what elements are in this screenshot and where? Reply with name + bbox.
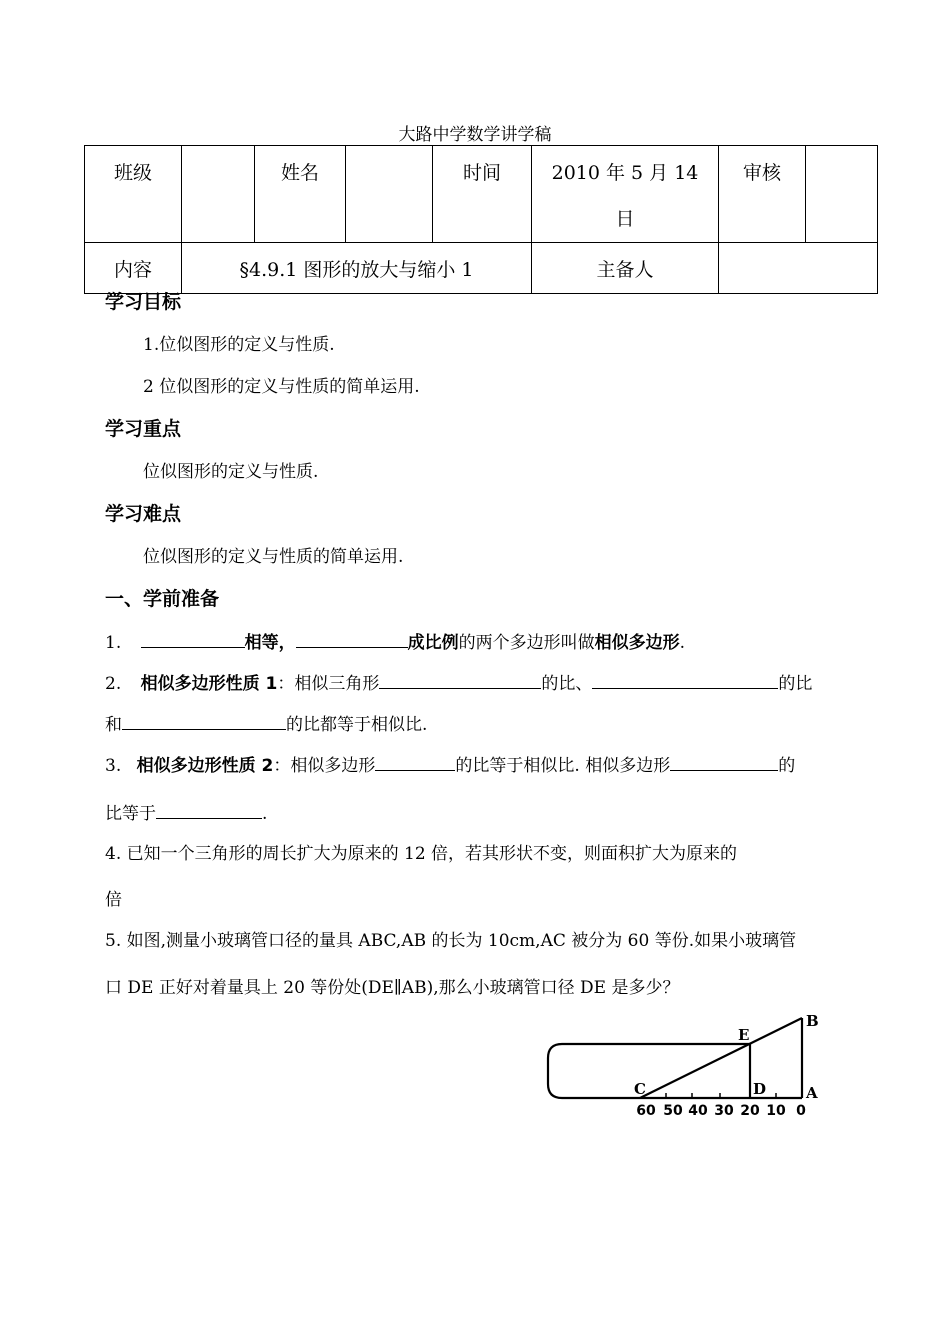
question-3-line-1 <box>105 751 845 776</box>
review-value <box>806 146 878 243</box>
q2-number: 2. <box>105 674 122 694</box>
class-label: 班级 <box>85 146 182 243</box>
q3-text-5: . <box>262 804 268 824</box>
q3-blank-2[interactable] <box>670 752 778 771</box>
q1-number: 1. <box>105 633 122 653</box>
q1-blank-1[interactable] <box>141 629 245 648</box>
date-value <box>532 146 719 243</box>
scale-label-50: 50 <box>663 1103 683 1119</box>
scale-label-30: 30 <box>714 1103 734 1119</box>
content-label: 内容 <box>85 243 182 294</box>
q2-bold-title: 相似多边形性质 1 <box>140 674 278 694</box>
name-label: 姓名 <box>255 146 346 243</box>
goals-heading: 学习目标 <box>105 291 182 313</box>
q2-text-1: ：相似三角形 <box>277 674 380 694</box>
goal-item-1: 1.位似图形的定义与性质. <box>143 335 335 355</box>
scale-label-60: 60 <box>636 1103 656 1119</box>
q3-text-4: 比等于 <box>105 804 156 824</box>
name-value <box>346 146 433 243</box>
review-label: 审核 <box>719 146 806 243</box>
q1-text-mid: 的两个多边形叫做 <box>458 633 595 653</box>
goal-item-2: 2 位似图形的定义与性质的简单运用. <box>143 377 420 397</box>
time-label: 时间 <box>433 146 532 243</box>
q2-text-2: 的比、 <box>541 674 593 694</box>
date-line-1: 2010 年 5 月 14 <box>551 162 699 184</box>
scale-label-0: 0 <box>796 1103 806 1119</box>
q3-blank-1[interactable] <box>375 752 455 771</box>
hyp-line-CB <box>640 1018 802 1098</box>
q2-blank-3[interactable] <box>122 711 286 730</box>
difficulty-text: 位似图形的定义与性质的简单运用. <box>143 547 404 567</box>
q1-blank-2[interactable] <box>296 629 408 648</box>
q1-text-end: . <box>679 633 686 653</box>
measuring-tool-figure <box>540 1008 830 1120</box>
q2-text-5: 的比都等于相似比. <box>286 715 428 735</box>
question-2-line-2 <box>105 710 845 735</box>
question-5-line-2: 口 DE 正好对着量具上 20 等份处(DE∥AB),那么小玻璃管口径 DE 是多少？ <box>105 978 680 998</box>
question-1 <box>105 628 845 653</box>
question-2-line-1 <box>105 669 845 694</box>
q1-text-proportional: 成比例 <box>407 633 459 653</box>
page-title: 大路中学数学讲学稿 <box>398 125 552 145</box>
scale-label-20: 20 <box>740 1103 760 1119</box>
q3-number: 3. <box>105 756 122 776</box>
q2-text-4: 和 <box>105 715 122 735</box>
q3-bold-title: 相似多边形性质 2 <box>136 756 274 776</box>
info-table <box>84 145 878 294</box>
q3-blank-3[interactable] <box>156 800 262 819</box>
content-value: §4.9.1 图形的放大与缩小 1 <box>182 243 532 294</box>
preparer-value <box>719 243 878 294</box>
point-label-D: D <box>753 1080 767 1098</box>
q2-text-3: 的比 <box>778 674 813 694</box>
date-line-2: 日 <box>615 208 635 230</box>
q2-blank-2[interactable] <box>592 670 778 689</box>
point-label-A: A <box>806 1084 818 1102</box>
prep-heading: 一、学前准备 <box>105 588 220 610</box>
focus-heading: 学习重点 <box>105 418 182 440</box>
question-4-line-1: 4. 已知一个三角形的周长扩大为原来的 12 倍，若其形状不变，则面积扩大为原来的 <box>105 844 738 864</box>
question-3-line-2 <box>105 799 845 824</box>
q2-blank-1[interactable] <box>379 670 541 689</box>
scale-label-40: 40 <box>688 1103 708 1119</box>
scale-label-10: 10 <box>766 1103 786 1119</box>
q1-text-equal: 相等， <box>244 633 296 653</box>
q1-text-similar: 相似多边形 <box>594 633 680 653</box>
class-value <box>182 146 255 243</box>
point-label-E: E <box>738 1026 750 1044</box>
point-label-C: C <box>634 1080 646 1098</box>
q3-text-2: 的比等于相似比. 相似多边形 <box>455 756 671 776</box>
difficulty-heading: 学习难点 <box>105 503 182 525</box>
q3-text-1: ：相似多边形 <box>273 756 376 776</box>
glass-tube <box>548 1044 640 1098</box>
preparer-label: 主备人 <box>532 243 719 294</box>
question-4-line-2: 倍 <box>105 890 122 910</box>
point-label-B: B <box>806 1012 819 1030</box>
focus-text: 位似图形的定义与性质. <box>143 462 319 482</box>
question-5-line-1: 5. 如图,测量小玻璃管口径的量具 ABC,AB 的长为 10cm,AC 被分为 60 等份.如果小玻璃管 <box>105 931 797 951</box>
q3-text-3: 的 <box>778 756 796 776</box>
